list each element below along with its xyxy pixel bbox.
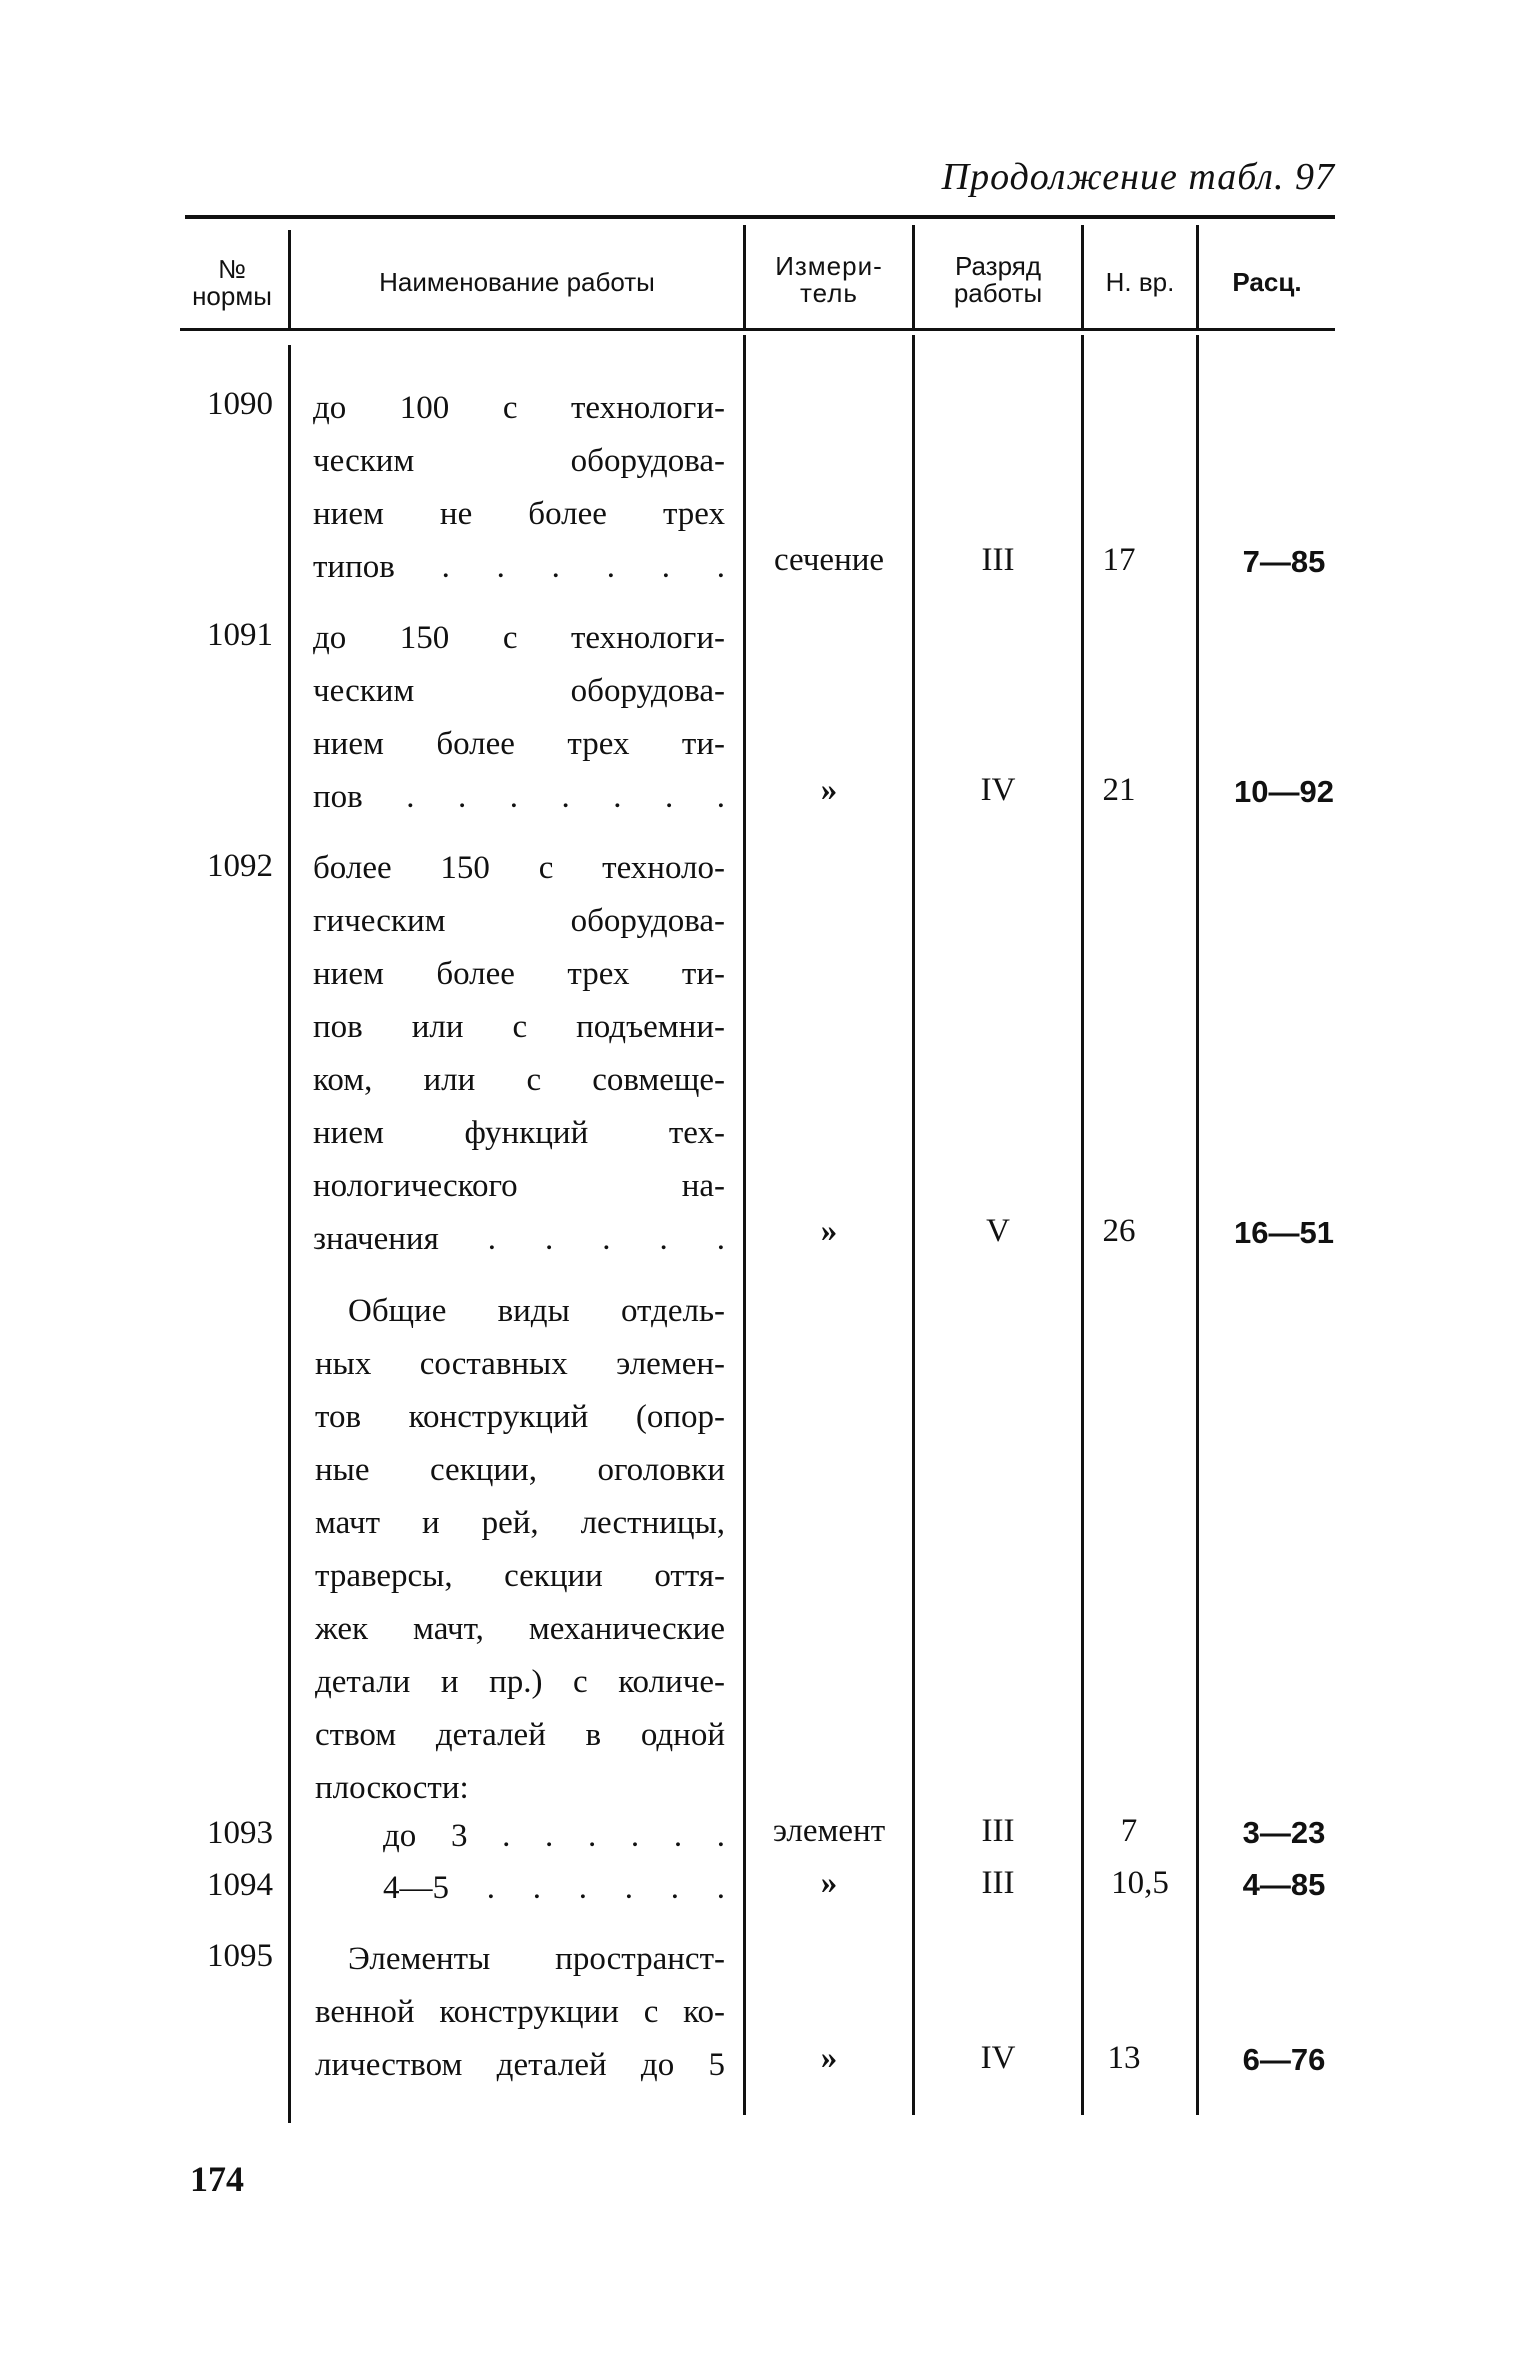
col-divider xyxy=(288,345,291,2123)
header-time xyxy=(1084,248,1196,318)
row-unit: » xyxy=(820,772,838,808)
row-time: 17 xyxy=(1102,542,1136,578)
row-grade: IV xyxy=(980,2040,1016,2076)
row-number: 1095 xyxy=(207,1938,273,1974)
row-description xyxy=(313,612,725,824)
row-rate: 10—92 xyxy=(1234,774,1334,809)
row-time: 26 xyxy=(1102,1213,1136,1249)
group-heading-line: жек мачт, механические xyxy=(315,1611,725,1647)
group-heading-line: ных составных элемен- xyxy=(315,1346,725,1382)
header-name xyxy=(291,248,743,318)
header-grade-label: Разряд работы xyxy=(953,250,1043,308)
page-title: Продолжение табл. 97 xyxy=(941,156,1335,198)
description-line: пов . . . . . . . xyxy=(313,779,725,815)
description-line: значения . . . . . xyxy=(313,1221,725,1257)
row-number: 1090 xyxy=(207,386,273,422)
group-heading-line: плоскости: xyxy=(315,1770,469,1806)
description-line: нологического на- xyxy=(313,1168,725,1204)
header-num-label: № нормы xyxy=(192,253,272,311)
row-rate: 4—85 xyxy=(1242,1867,1326,1902)
description-line: гическим оборудова- xyxy=(313,903,725,939)
group-heading-line: ные секции, оголовки xyxy=(315,1452,725,1488)
row-rate: 3—23 xyxy=(1242,1815,1326,1850)
row-unit: » xyxy=(820,2040,838,2076)
row-unit: элемент xyxy=(772,1813,886,1849)
row-time: 10,5 xyxy=(1111,1865,1169,1901)
header-time-label: Н. вр. xyxy=(1105,267,1175,298)
description-line: ческим оборудова- xyxy=(313,443,725,479)
row-rate: 6—76 xyxy=(1242,2042,1326,2077)
description-line: личеством деталей до 5 xyxy=(315,2047,725,2083)
group-heading-line: мачт и рей, лестницы, xyxy=(315,1505,725,1541)
description-line: до 3 . . . . . . xyxy=(383,1818,725,1854)
row-description xyxy=(383,1810,725,1863)
description-line: более 150 с техноло- xyxy=(313,850,725,886)
description-line: 4—5 . . . . . . xyxy=(383,1870,725,1906)
row-unit: сечение xyxy=(773,542,885,578)
description-line: типов . . . . . . xyxy=(313,549,725,585)
row-unit: » xyxy=(820,1213,838,1249)
group-heading-line: траверсы, секции оття- xyxy=(315,1558,725,1594)
row-grade: III xyxy=(981,542,1015,578)
group-heading-line: Общие виды отдель- xyxy=(348,1293,725,1329)
group-heading-line: детали и пр.) с количе- xyxy=(315,1664,725,1700)
row-number: 1092 xyxy=(207,848,273,884)
row-grade: III xyxy=(981,1865,1015,1901)
description-line: нием не более трех xyxy=(313,496,725,532)
description-line: ком, или с совмеще- xyxy=(313,1062,725,1098)
row-description xyxy=(313,842,725,1266)
header-grade xyxy=(915,240,1081,320)
row-rate: 16—51 xyxy=(1234,1215,1334,1250)
description-line: нием более трех ти- xyxy=(313,726,725,762)
table-top-rule xyxy=(185,215,1335,219)
description-line: до 150 с технологи- xyxy=(313,620,725,656)
row-rate: 7—85 xyxy=(1242,544,1326,579)
row-description xyxy=(315,1933,725,2092)
header-num xyxy=(178,248,286,318)
description-line: ческим оборудова- xyxy=(313,673,725,709)
row-description xyxy=(313,382,725,594)
header-bottom-rule xyxy=(180,328,1335,331)
row-grade: III xyxy=(981,1813,1015,1849)
row-time: 21 xyxy=(1102,772,1136,808)
row-description xyxy=(383,1862,725,1915)
description-line: венной конструкции с ко- xyxy=(315,1994,725,2030)
group-heading xyxy=(315,1285,725,1815)
header-name-label: Наименование работы xyxy=(379,267,655,298)
description-line: нием более трех ти- xyxy=(313,956,725,992)
description-line: нием функций тех- xyxy=(313,1115,725,1151)
row-grade: IV xyxy=(980,772,1016,808)
row-grade: V xyxy=(986,1213,1010,1249)
row-number: 1091 xyxy=(207,617,273,653)
row-time: 7 xyxy=(1120,1813,1138,1849)
page-number: 174 xyxy=(190,2159,244,2199)
group-heading-line: тов конструкций (опор- xyxy=(315,1399,725,1435)
row-number: 1093 xyxy=(207,1815,273,1851)
description-line: пов или с подъемни- xyxy=(313,1009,725,1045)
header-rate xyxy=(1199,248,1335,318)
row-unit: » xyxy=(820,1865,838,1901)
header-rate-label: Расц. xyxy=(1232,267,1302,298)
description-line: до 100 с технологи- xyxy=(313,390,725,426)
header-unit-label: Измери- тель xyxy=(775,250,883,308)
description-line: Элементы пространст- xyxy=(348,1941,725,1977)
row-number: 1094 xyxy=(207,1867,273,1903)
header-unit xyxy=(746,240,912,320)
row-time: 13 xyxy=(1107,2040,1141,2076)
group-heading-line: ством деталей в одной xyxy=(315,1717,725,1753)
